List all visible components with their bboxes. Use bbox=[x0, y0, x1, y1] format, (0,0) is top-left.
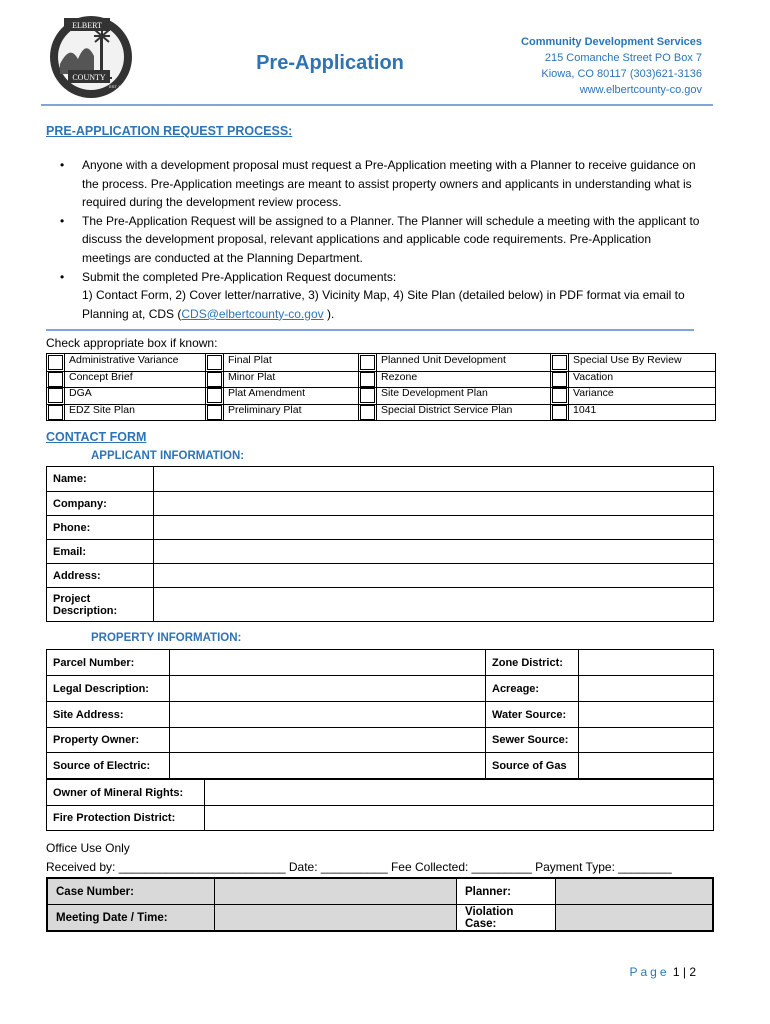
checkbox-instruction: Check appropriate box if known: bbox=[46, 336, 218, 350]
applicant-info-heading: APPLICANT INFORMATION: bbox=[91, 450, 245, 462]
mineral-fire-table bbox=[46, 779, 714, 831]
gas-field[interactable] bbox=[579, 753, 714, 779]
process-text-3c: ). bbox=[326, 306, 335, 321]
logo-top-text: ELBERT bbox=[72, 21, 102, 30]
checkbox-dga[interactable] bbox=[48, 388, 63, 403]
electric-field[interactable] bbox=[170, 753, 486, 779]
project-label-1: Project bbox=[53, 592, 91, 605]
email-label: Email: bbox=[47, 540, 154, 564]
property-info-heading: PROPERTY INFORMATION: bbox=[91, 632, 242, 644]
checkbox-label: Preliminary Plat bbox=[228, 403, 302, 416]
case-number-field[interactable] bbox=[215, 878, 457, 905]
office-use-table bbox=[46, 877, 714, 932]
page-number bbox=[629, 965, 696, 979]
checkbox-planned-unit-development[interactable] bbox=[360, 355, 375, 370]
checkbox-label: Special Use By Review bbox=[573, 354, 682, 366]
violation-label: Violation Case: bbox=[457, 905, 556, 932]
checkbox-label: Site Development Plan bbox=[381, 387, 488, 399]
checkbox-label: Vacation bbox=[573, 370, 614, 383]
applicant-info-table bbox=[46, 466, 714, 622]
checkbox-edz-site-plan[interactable] bbox=[48, 405, 63, 420]
org-website[interactable]: www.elbertcounty-co.gov bbox=[579, 84, 702, 96]
office-use-heading: Office Use Only bbox=[46, 841, 130, 855]
legal-label: Legal Description: bbox=[47, 676, 170, 702]
checkbox-label: Planned Unit Development bbox=[381, 354, 506, 366]
page-title: Pre-Application bbox=[256, 52, 404, 74]
mineral-field[interactable] bbox=[205, 780, 714, 806]
sewer-field[interactable] bbox=[579, 728, 714, 753]
checkbox-label: Rezone bbox=[381, 370, 418, 383]
company-label: Company: bbox=[47, 492, 154, 516]
phone-field[interactable] bbox=[154, 516, 714, 540]
process-text-1: Anyone with a development proposal must request a Pre-Application meeting with a Planner to receive guidance on the process. Pre-Application meetings are meant to assist property owners and applicants in understanding what is required during the development review process. bbox=[82, 158, 696, 210]
owner-field[interactable] bbox=[170, 728, 486, 753]
zone-label: Zone District: bbox=[486, 650, 579, 676]
site-address-field[interactable] bbox=[170, 702, 486, 728]
electric-label: Source of Electric: bbox=[47, 753, 170, 779]
name-label: Name: bbox=[47, 467, 154, 492]
violation-field[interactable] bbox=[556, 905, 714, 932]
org-name: Community Development Services bbox=[521, 36, 702, 48]
checkbox-final-plat[interactable] bbox=[207, 355, 222, 370]
logo-bottom-text: COUNTY bbox=[72, 73, 106, 82]
site-address-label: Site Address: bbox=[47, 702, 170, 728]
checkbox-label: DGA bbox=[69, 387, 92, 399]
fire-field[interactable] bbox=[205, 806, 714, 831]
planner-label: Planner: bbox=[457, 878, 556, 905]
checkbox-label: Plat Amendment bbox=[228, 387, 306, 399]
parcel-field[interactable] bbox=[170, 650, 486, 676]
checkbox-label: Final Plat bbox=[228, 354, 272, 366]
legal-field[interactable] bbox=[170, 676, 486, 702]
page-num: 1 | 2 bbox=[672, 965, 696, 979]
parcel-label: Parcel Number: bbox=[47, 650, 170, 676]
page-word: Page bbox=[629, 965, 670, 979]
application-type-grid bbox=[46, 353, 716, 421]
process-text-2: The Pre-Application Request will be assigned to a Planner. The Planner will schedule a meeting with the applicant to discuss the development proposal, relevant applications and applicable code requirements. Pre-Application meetings are conducted at the Planning Department. bbox=[82, 213, 700, 265]
water-label: Water Source: bbox=[486, 702, 579, 728]
checkbox-variance[interactable] bbox=[552, 388, 567, 403]
meeting-label: Meeting Date / Time: bbox=[47, 905, 215, 932]
checkbox-label: EDZ Site Plan bbox=[69, 403, 135, 416]
checkbox-label: Administrative Variance bbox=[69, 354, 179, 366]
gas-label: Source of Gas bbox=[486, 753, 579, 779]
checkbox-vacation[interactable] bbox=[552, 372, 567, 387]
checkbox-label: Concept Brief bbox=[69, 370, 133, 383]
checkbox-administrative-variance[interactable] bbox=[48, 355, 63, 370]
contact-form-heading: CONTACT FORM bbox=[46, 430, 147, 444]
checkbox-concept-brief[interactable] bbox=[48, 372, 63, 387]
planner-field[interactable] bbox=[556, 878, 714, 905]
project-description-field[interactable] bbox=[154, 588, 714, 622]
checkbox-preliminary-plat[interactable] bbox=[207, 405, 222, 420]
address-field[interactable] bbox=[154, 564, 714, 588]
office-use-block bbox=[46, 839, 672, 877]
checkbox-rezone[interactable] bbox=[360, 372, 375, 387]
process-item bbox=[60, 212, 700, 268]
case-number-label: Case Number: bbox=[47, 878, 215, 905]
org-address-1: 215 Comanche Street PO Box 7 bbox=[544, 52, 702, 64]
checkbox-label: 1041 bbox=[573, 403, 597, 416]
section-divider bbox=[46, 329, 694, 331]
fire-label: Fire Protection District: bbox=[47, 806, 205, 831]
checkbox-1041[interactable] bbox=[552, 405, 567, 420]
water-field[interactable] bbox=[579, 702, 714, 728]
header-divider bbox=[41, 104, 713, 106]
checkbox-label: Special District Service Plan bbox=[381, 403, 513, 416]
org-contact-block bbox=[521, 34, 702, 98]
zone-field[interactable] bbox=[579, 650, 714, 676]
process-list bbox=[60, 156, 700, 323]
checkbox-special-district-service-plan[interactable] bbox=[360, 405, 375, 420]
address-label: Address: bbox=[47, 564, 154, 588]
mineral-label: Owner of Mineral Rights: bbox=[47, 780, 205, 806]
received-line: Received by: _________________________ Date: __________ Fee Collected: _________ Payment Type: ________ bbox=[46, 860, 672, 874]
acreage-label: Acreage: bbox=[486, 676, 579, 702]
sewer-label: Sewer Source: bbox=[486, 728, 579, 753]
process-heading: PRE-APPLICATION REQUEST PROCESS: bbox=[46, 124, 293, 138]
phone-label: Phone: bbox=[47, 516, 154, 540]
acreage-field[interactable] bbox=[579, 676, 714, 702]
process-item bbox=[60, 268, 700, 324]
process-text-3b: 1) Contact Form, 2) Cover letter/narrative, 3) Vicinity Map, 4) Site Plan (detailed below) in PDF format via email to Planning at, CDS ( bbox=[82, 288, 685, 321]
project-description-label bbox=[47, 588, 154, 622]
cds-email-link[interactable]: CDS@elbertcounty-co.gov bbox=[181, 306, 324, 321]
email-field[interactable] bbox=[154, 540, 714, 564]
project-label-2: Description: bbox=[53, 604, 118, 617]
checkbox-label: Minor Plat bbox=[228, 370, 276, 383]
checkbox-special-use-by-review[interactable] bbox=[552, 355, 567, 370]
checkbox-plat-amendment[interactable] bbox=[207, 388, 222, 403]
checkbox-label: Variance bbox=[573, 387, 614, 399]
company-field[interactable] bbox=[154, 492, 714, 516]
checkbox-site-development-plan[interactable] bbox=[360, 388, 375, 403]
elbert-county-logo bbox=[48, 14, 134, 100]
process-text-3: Submit the completed Pre-Application Request documents: bbox=[82, 269, 397, 284]
checkbox-minor-plat[interactable] bbox=[207, 372, 222, 387]
logo-est-text: EST 1874 bbox=[109, 84, 127, 89]
org-address-2: Kiowa, CO 80117 (303)621-3136 bbox=[541, 68, 702, 80]
process-item bbox=[60, 156, 700, 212]
owner-label: Property Owner: bbox=[47, 728, 170, 753]
property-info-table bbox=[46, 649, 714, 779]
meeting-field[interactable] bbox=[215, 905, 457, 932]
name-field[interactable] bbox=[154, 467, 714, 492]
